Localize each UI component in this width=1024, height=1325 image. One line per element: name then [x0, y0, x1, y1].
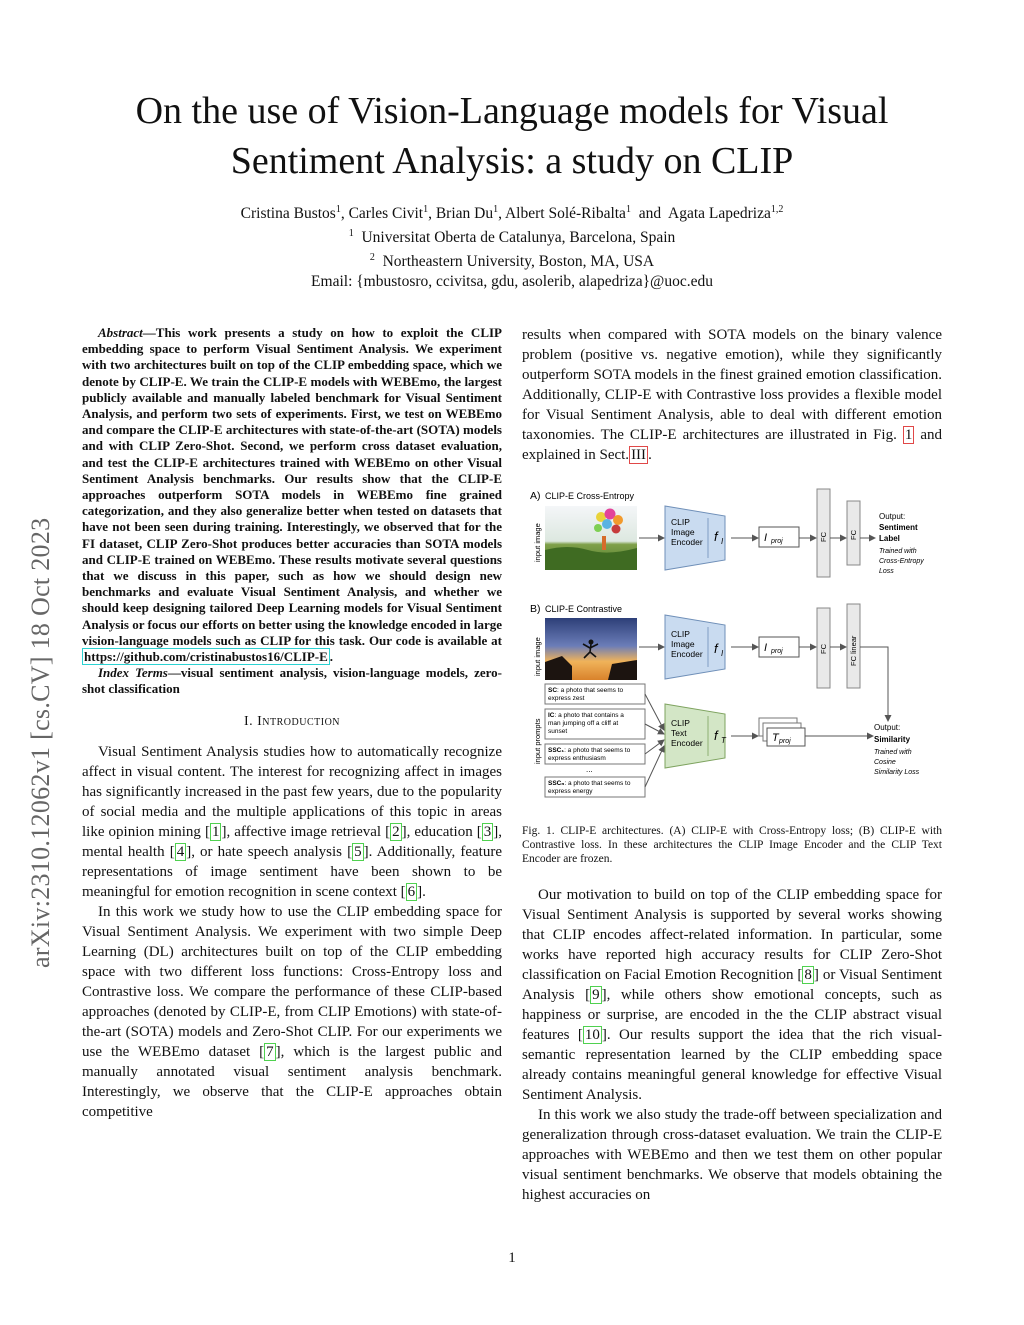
fc-label: FC — [849, 530, 858, 540]
prompt-text: : a photo that seems to — [557, 687, 624, 694]
output-note: Trained with — [874, 749, 912, 756]
i-proj-b — [759, 637, 799, 657]
proj-subscript: proj — [779, 738, 791, 745]
f-subscript: I — [721, 649, 724, 658]
output-note: Similarity Loss — [874, 769, 920, 776]
affiliation-1 — [120, 224, 904, 248]
encoder-label: Image — [671, 639, 695, 649]
page-number: 1 — [508, 1250, 516, 1266]
clip-image-encoder-b — [665, 615, 725, 679]
fc-label: FC — [819, 644, 828, 654]
prompt-tag: IC — [548, 712, 555, 719]
right-column-top — [522, 325, 942, 465]
clip-text-encoder — [665, 704, 727, 768]
text: . — [422, 883, 426, 900]
encoder-label: CLIP — [671, 629, 690, 639]
fc-layer-b1 — [817, 608, 830, 688]
i-proj-a — [759, 527, 799, 547]
citation-link[interactable]: 7 — [266, 1043, 274, 1060]
output-label: Similarity — [874, 735, 911, 744]
intro-paragraph-2: In this work we study how to use the CLIP embedding space for Visual Sentiment Analysis. We experiment with two simple Deep Learning (DL) architectures built on top of the CLIP embedding space with two different loss functions: Cross-Entropy loss and Contrastive loss. We compare the performance of these CLIP-based approaches (denoted by CLIP-E, from CLIP Emotions) with state-of-the-art (SOTA) models and Zero-Shot CLIP. For our experiments we use the WEBEmo dataset [ 7 ], which is the largest public and manually annotated visual sentiment analysis benchmark. Interestingly, we observe that the CLIP-E approaches obtain competitive — [82, 903, 502, 1120]
proj-subscript: proj — [771, 538, 783, 545]
affil-mark: 1 — [348, 228, 354, 240]
index-terms-text: —visual sentiment analysis, vision-language models, zero-shot classification — [82, 665, 502, 697]
output-label: Label — [879, 534, 900, 543]
prompt-tag: SSCₙ — [548, 780, 565, 787]
text: , while others show emotional concepts, such as happiness or surprise, are encoded in the the CLIP abstract visual features — [522, 987, 943, 1043]
abstract — [82, 325, 502, 665]
author-and: and — [638, 205, 662, 223]
output-label: Output: — [874, 723, 901, 732]
index-terms — [82, 665, 502, 697]
citation-link[interactable]: 5 — [354, 843, 362, 860]
prompt-text: : a photo that seems to — [564, 780, 631, 787]
text: , affective image retrieval — [226, 823, 386, 840]
left-column — [82, 325, 502, 1122]
output-b — [874, 723, 920, 776]
prompt-text: man jumping off a cliff at — [548, 720, 619, 727]
abstract-end: . — [329, 649, 334, 665]
citation-link[interactable]: 2 — [392, 823, 400, 840]
affil-mark: 1 — [625, 204, 631, 215]
text: or Visual Sentiment Analysis — [522, 967, 942, 1003]
fc-linear-layer-b — [847, 604, 860, 688]
panel-b-title: CLIP-E Contrastive — [545, 604, 623, 614]
encoder-label: Text — [671, 728, 687, 738]
author-names: Cristina Bustos$^1$, Carles Civit$^1$, Brian Du$^1$, Albert Solé-Ribalta$^1$ and Agata Lapedriza$^{1,2}$ — [240, 204, 784, 223]
input-image-label-a: input image — [533, 523, 542, 562]
text: Our motivation to build on top of the CLIP embedding space for Visual Sentiment Analysis is supported by several works showing that CLIP encodes affect-related information. In particular, some works have reported high accuracy results for CLIP Zero-Shot classification on Facial Emotion Recognition — [522, 887, 942, 983]
affil-mark: 1,2 — [770, 204, 784, 215]
text: and explained in Sect. — [522, 427, 942, 463]
fc-label: FC — [819, 532, 828, 542]
prompt-text: express enthusiasm — [548, 755, 606, 762]
output-a — [879, 512, 924, 575]
author-name: Carles Civit — [348, 205, 424, 223]
author-name: Cristina Bustos — [240, 205, 336, 223]
prompt-text: express energy — [548, 788, 593, 795]
index-terms-label: Index Terms — [98, 665, 168, 681]
affiliation-text: Northeastern University, Boston, MA, USA — [382, 253, 655, 271]
citation-link[interactable]: 10 — [584, 1027, 600, 1043]
section-number: I. — [243, 713, 254, 729]
author-email: Email: {mbustosro, ccivitsa, gdu, asolerib, alapedriza}@uoc.edu — [311, 273, 713, 291]
proj-symbol: T — [772, 732, 779, 744]
text: In this work we study how to use the CLIP embedding space for Visual Sentiment Analysis. We experiment with two simple Deep Learning (DL) architectures built on top of the CLIP embedding space with two different loss functions: Cross-Entropy loss and Contrastive loss. We compare the performance of these CLIP-based approaches (denoted by CLIP-E, from CLIP Emotions) with state-of-the-art (SOTA) models and Zero-Shot CLIP. For our experiments we use the WEBEmo dataset — [82, 903, 502, 1060]
section-title: Introduction — [257, 713, 341, 729]
prompt-text: sunset — [548, 728, 568, 735]
affil-mark: 1 — [335, 204, 341, 215]
f-subscript: T — [721, 736, 726, 745]
citation-link[interactable]: 4 — [176, 843, 185, 860]
abstract-text: —This work presents a study on how to exploit the CLIP embedding space to perform Visual Sentiment Analysis. We experiment with two architectures built on top of the CLIP embedding space, which we denote by CLIP-E. We train the CLIP-E models with WEBEmo, the largest publicly available and manually labeled benchmark for Visual Sentiment Analysis, and perform two sets of experiments. First, we test on WEBEmo and compare the CLIP-E architectures with state-of-the-art (SOTA) models and with CLIP Zero-Shot. Second, we perform cross dataset evaluation, and test the CLIP-E architectures trained with WEBEmo on other Visual Sentiment Analysis benchmarks. Our results show that the CLIP-E approaches outperform SOTA models in WEBEmo fine grained categorization, and they also generalize better when tested on datasets that have not been seen during training. Interestingly, we observed that for the FI dataset, CLIP Zero-Shot produces better accuracies than SOTA models and CLIP-E trained on WEBEmo. These results motivate several questions that we discuss in this paper, such as how we should design new benchmarks and evaluate Visual Sentiment Analysis, and whether we should keep designing tailored Deep Learning models for Visual Sentiment Analysis or focus our efforts on better using the knowledge encoded in large vision-language models such as CLIP for this task. Our code is available at — [82, 325, 502, 648]
section-ref-link[interactable]: III — [631, 447, 647, 463]
figure-1-diagram — [528, 484, 948, 804]
author-name: Albert Solé-Ribalta — [504, 205, 626, 223]
text: Visual Sentiment Analysis studies how to automatically recognize affect in visual content. The interest for recognizing affect in images has significantly increased in the past few years, due to the popularity of social media and the multiple applications of this topic in areas like opinion mining — [82, 743, 502, 840]
affil-mark: 1 — [423, 204, 429, 215]
encoder-label: Encoder — [671, 738, 703, 748]
text: results when compared with SOTA models on the binary valence problem (positive vs. negative emotion), while they significantly outperform SOTA models in the finest grained emotion classification. Additionally, CLIP-E with Contrastive loss provides a flexible model for Visual Sentiment Analysis, able to deal with different emotion taxonomies. The CLIP-E architectures are illustrated in Fig. — [522, 327, 942, 443]
panel-a-title: CLIP-E Cross-Entropy — [545, 491, 635, 501]
output-label: Sentiment — [879, 523, 918, 532]
panel-b-label: B) — [530, 603, 541, 615]
affil-mark: 1 — [493, 204, 499, 215]
svg-text:SSCₙ: a photo that seems to — [548, 780, 631, 787]
text: , or hate speech analysis — [191, 843, 348, 860]
right-paragraph-2: In this work we also study the trade-off between specialization and generalization through cross-dataset evaluation. We train the CLIP-E approaches with WEBEmo and then we test them on other popular visual sentiment benchmarks. We observe that models obtaining the highest accuracies on — [522, 1107, 942, 1203]
encoder-label: CLIP — [671, 718, 690, 728]
prompt-ellipsis: ... — [586, 765, 593, 774]
t-proj-stack — [759, 718, 805, 746]
arxiv-side-label: arXiv:2310.12062v1 [cs.CV] 18 Oct 2023 — [26, 517, 55, 968]
text: , education — [406, 823, 477, 840]
text: , which is the largest public and manually annotated visual sentiment analysis benchmark. Interestingly, we observe that the CLIP-E approaches obtain competitive — [82, 1043, 502, 1120]
prompt-text: express zest — [548, 695, 585, 702]
author-name: Brian Du — [435, 205, 494, 223]
arrow-b5 — [860, 647, 888, 721]
citation-link[interactable]: 3 — [483, 823, 492, 840]
fc-layer-a2 — [847, 501, 860, 565]
output-note: Loss — [879, 568, 894, 575]
f-subscript: I — [721, 537, 724, 546]
affil-mark: 2 — [369, 252, 375, 264]
section-heading-intro — [82, 712, 502, 732]
text: . — [648, 447, 652, 463]
abstract-label: Abstract — [98, 325, 143, 340]
prompt-arrows — [645, 694, 664, 787]
encoder-label: Encoder — [671, 537, 703, 547]
author-block — [120, 200, 904, 292]
figure-1-caption: Fig. 1. CLIP-E architectures. (A) CLIP-E with Cross-Entropy loss; (B) CLIP-E with Contrastive loss. In these architectures the CLIP Image Encoder and the CLIP Text Encoder are frozen. — [522, 825, 942, 865]
text: , mental health — [82, 823, 502, 860]
paper-title — [60, 86, 964, 186]
svg-text:SSC₁: a photo that seems to — [548, 747, 631, 754]
prompt-list — [545, 684, 645, 797]
proj-symbol: I — [764, 642, 768, 654]
prompt-tag: SC — [548, 687, 558, 694]
output-note: Cross-Entropy — [879, 558, 924, 565]
citation-link[interactable]: 1 — [211, 823, 220, 840]
right-column-body — [522, 885, 942, 1205]
encoder-label: Image — [671, 527, 695, 537]
input-prompts-label: input prompts — [533, 718, 542, 764]
prompt-tag: SSC₁ — [548, 747, 565, 754]
code-link[interactable]: https://github.com/cristinabustos16/CLIP-E — [84, 649, 328, 665]
f-symbol: f — [714, 641, 718, 656]
input-image-balloons — [545, 506, 637, 570]
input-image-cliff — [545, 618, 637, 680]
panel-a-label: A) — [530, 490, 541, 502]
citation-link[interactable]: 8 — [804, 967, 812, 983]
proj-symbol: I — [764, 532, 768, 544]
output-note: Trained with — [879, 548, 917, 555]
prompt-text: : a photo that contains a — [554, 712, 624, 719]
output-note: Cosine — [874, 759, 896, 766]
text: . Our results support the idea that the rich visual-semantic representation learned by the CLIP embedding space already contains meaningful general knowledge for effective Visual Sentiment Analysis. — [522, 1027, 943, 1103]
f-symbol: f — [714, 529, 718, 544]
author-name: Agata Lapedriza — [668, 205, 771, 223]
title-line-1: On the use of Vision-Language models for Visual — [135, 90, 889, 132]
citation-link[interactable]: 6 — [407, 883, 416, 900]
input-image-label-b: input image — [533, 637, 542, 676]
f-symbol: f — [714, 728, 718, 743]
right-paragraph-continued — [522, 325, 942, 465]
encoder-label: Encoder — [671, 649, 703, 659]
svg-text:IC: a photo that contains a — [548, 712, 624, 719]
svg-text:SC: a photo that seems to — [548, 687, 624, 694]
prompt-text: : a photo that seems to — [564, 747, 631, 754]
text: . Additionally, feature representations of image sentiment have been shown to be meaningful for emotion recognition in scene context — [82, 843, 502, 900]
affiliation-text: Universitat Oberta de Catalunya, Barcelona, Spain — [361, 229, 676, 247]
output-label: Output: — [879, 512, 906, 521]
intro-paragraph-1: Visual Sentiment Analysis studies how to automatically recognize affect in visual content. The interest for recognizing affect in images has significantly increased in the past few years, due to the popularity of social media and the multiple applications of this topic in areas like opinion mining [ 1 ], affective image retrieval [ 2 ], education [ 3 ], mental health [ 4 ], or hate speech analysis [ 5 ]. Additionally, feature representations of image sentiment have been shown to be meaningful for emotion recognition in scene context [ 6 ]. — [82, 743, 502, 900]
encoder-label: CLIP — [671, 517, 690, 527]
right-paragraph-1: Our motivation to build on top of the CLIP embedding space for Visual Sentiment Analysis is supported by several works showing that CLIP encodes affect-related information. In particular, some works have reported high accuracy results for CLIP Zero-Shot classification on Facial Emotion Recognition [ 8 ] or Visual Sentiment Analysis [ 9 ], while others show emotional concepts, such as happiness or surprise, are encoded in the the CLIP abstract visual features [ 10 ]. Our results support the idea that the rich visual-semantic representation learned by the CLIP embedding space already contains meaningful general knowledge for effective Visual Sentiment Analysis. — [522, 887, 943, 1103]
affiliation-2 — [120, 248, 904, 272]
clip-image-encoder-a — [665, 506, 725, 570]
fc-layer-a1 — [817, 489, 830, 577]
fc-label: FC linear — [849, 635, 858, 666]
title-line-2: Sentiment Analysis: a study on CLIP — [230, 140, 794, 182]
proj-subscript: proj — [771, 648, 783, 655]
citation-link[interactable]: 9 — [592, 987, 600, 1003]
figure-ref-link[interactable]: 1 — [904, 427, 913, 443]
